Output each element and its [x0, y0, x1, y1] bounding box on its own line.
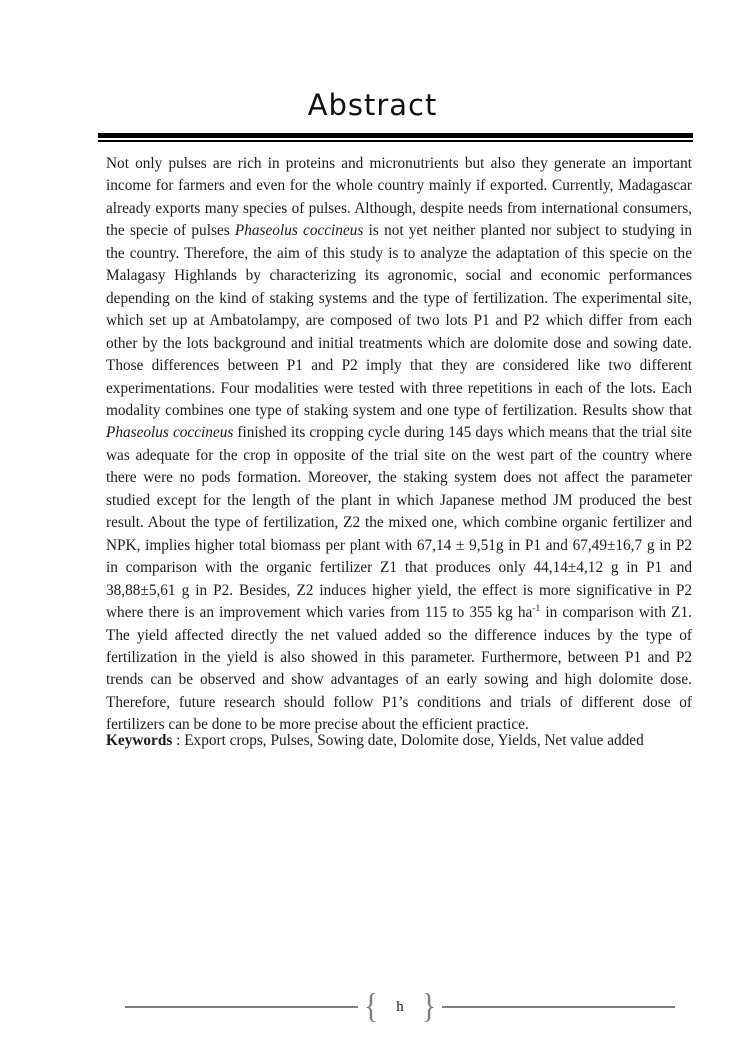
- footer-page-number: h: [396, 998, 404, 1015]
- page-footer: [125, 988, 675, 1026]
- footer-rule-right: [442, 1006, 675, 1008]
- keywords-separator: :: [172, 732, 185, 749]
- footer-left-bracket: {: [363, 987, 379, 1026]
- abstract-paragraph: Not only pulses are rich in proteins and micronutrients but also they generate an important income for farmers and even for the whole country mainly if exported. Currently, Madagascar already exports many species of pulses. Although, despite needs from international consumers, the specie of pulses Phaseolus coccineus is not yet neither planted nor subject to studying in the country. Therefore, the aim of this study is to analyze the adaptation of this specie on the Malagasy Highlands by characterizing its agronomic, social and economic performances depending on the kind of staking systems and the type of fertilization. The experimental site, which set up at Ambatolampy, are composed of two lots P1 and P2 which differ from each other by the lots background and initial treatments which are dolomite dose and sowing date. Those differences between P1 and P2 imply that they are considered like two different experimentations. Four modalities were tested with three repetitions in each of the lots. Each modality combines one type of staking system and one type of fertilization. Results show that Phaseolus coccineus finished its cropping cycle during 145 days which means that the trial site was adequate for the crop in opposite of the trial site on the west part of the country where there were no pods formation. Moreover, the staking system does not affect the parameter studied except for the length of the plant in which Japanese method JM produced the best result. About the type of fertilization, Z2 the mixed one, which combine organic fertilizer and NPK, implies higher total biomass per plant with 67,14 ± 9,51g in P1 and 67,49±16,7 g in P2 in comparison with the organic fertilizer Z1 that produces only 44,14±4,12 g in P1 and 38,88±5,61 g in P2. Besides, Z2 induces higher yield, the effect is more significative in P2 where there is an improvement which varies from 115 to 355 kg $ha^{-1}$ in comparison with Z1. The yield affected directly the net valued added so the difference induces by the type of fertilization in the yield is also showed in this parameter. Furthermore, between P1 and P2 trends can be observed and show advantages of an early sowing and high dolomite dose. Therefore, future research should follow P1’s conditions and trials of different dose of fertilizers can be done to be more precise about the efficient practice.: [106, 155, 693, 734]
- keywords-line: [106, 730, 692, 752]
- title-divider-thin-line: [98, 140, 693, 142]
- title-divider: [98, 133, 693, 142]
- keywords-text: Export crops, Pulses, Sowing date, Dolomite dose, Yields, Net value added: [184, 732, 644, 749]
- page-title: Abstract: [307, 88, 438, 122]
- keywords-label: Keywords: [106, 732, 173, 749]
- footer-right-bracket: }: [421, 987, 437, 1026]
- footer-rule-left: [125, 1006, 358, 1008]
